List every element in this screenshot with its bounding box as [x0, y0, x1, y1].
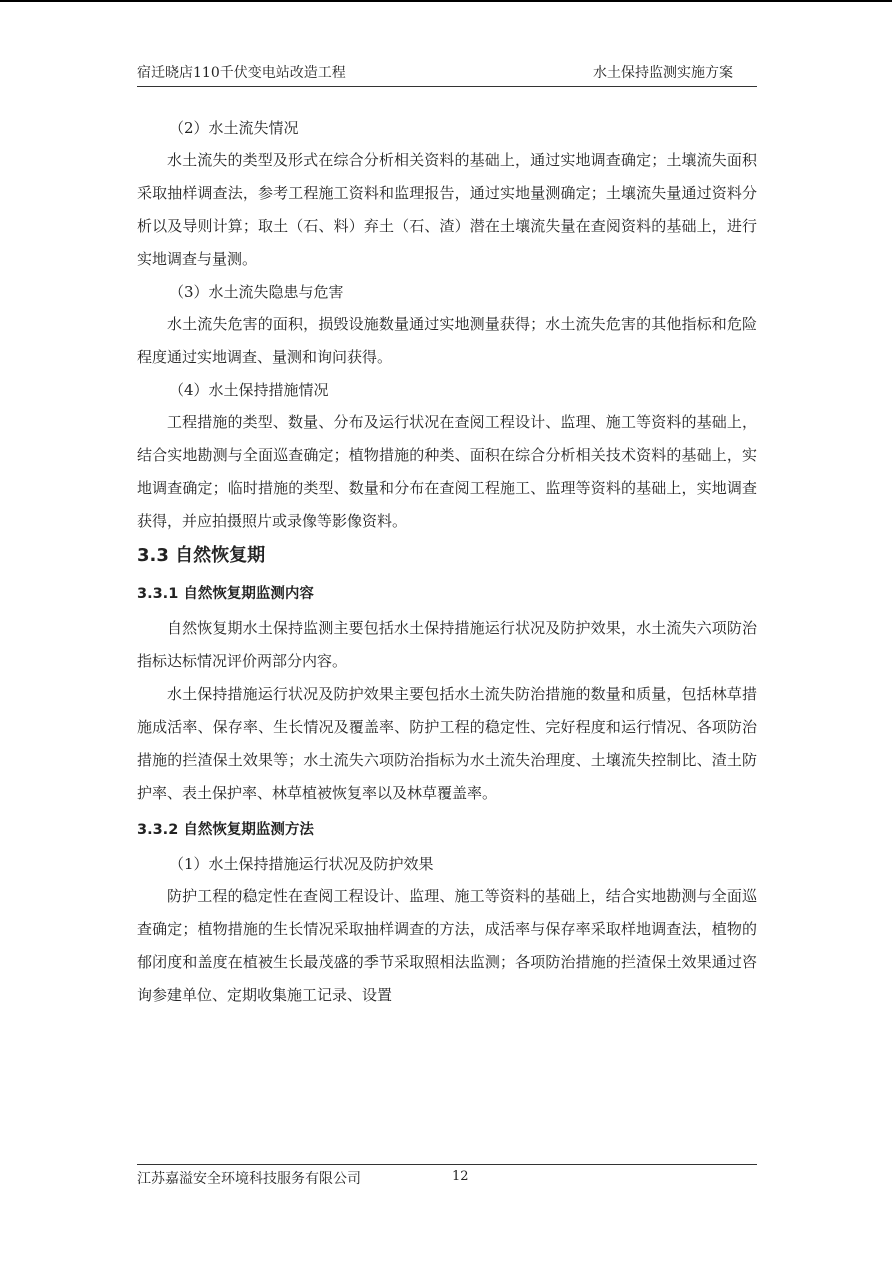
paragraph-erosion-hazard: 水土流失危害的面积，损毁设施数量通过实地测量获得；水土流失危害的其他指标和危险程度通过实地调查、量测和询问获得。: [137, 315, 757, 366]
paragraph-conservation-measures: 工程措施的类型、数量、分布及运行状况在查阅工程设计、监理、施工等资料的基础上，结合实地勘测与全面巡查确定；植物措施的种类、面积在综合分析相关技术资料的基础上，实地调查确定；临时措施的类型、数量和分布在查阅工程施工、监理等资料的基础上，实地调查获得，并应拍摄照片或录像等影像资料。: [137, 413, 757, 530]
paragraph-monitoring-method: 防护工程的稳定性在查阅工程设计、监理、施工等资料的基础上，结合实地勘测与全面巡查确定；植物措施的生长情况采取抽样调查的方法，成活率与保存率采取样地调查法，植物的郁闭度和盖度在植被生长最茂盛的季节采取照相法监测；各项防治措施的拦渣保土效果通过咨询参建单位、定期收集施工记录、设置: [137, 887, 757, 1004]
paragraph-monitoring-content-2: 水土保持措施运行状况及防护效果主要包括水土流失防治措施的数量和质量，包括林草措施成活率、保存率、生长情况及覆盖率、防护工程的稳定性、完好程度和运行情况、各项防治措施的拦渣保土效果等；水土流失六项防治指标为水土流失治理度、土壤流失控制比、渣土防护率、表土保护率、林草植被恢复率以及林草覆盖率。: [137, 685, 757, 802]
section-heading-3-3-2: 3.3.2 自然恢复期监测方法: [137, 822, 314, 838]
header-project-title: 宿迁晓店110千伏变电站改造工程: [137, 65, 346, 81]
section-heading-3-3: 3.3 自然恢复期: [137, 545, 266, 566]
page-content: [137, 112, 757, 1012]
subsection-title-1: （1）水土保持措施运行状况及防护效果: [169, 855, 434, 873]
page-number: 12: [452, 1169, 469, 1184]
top-border: [0, 0, 892, 2]
subsection-title-4: （4）水土保持措施情况: [169, 381, 329, 399]
subsection-title-3: （3）水土流失隐患与危害: [169, 283, 344, 301]
header-document-title: 水土保持监测实施方案: [593, 65, 733, 81]
paragraph-soil-erosion: 水土流失的类型及形式在综合分析相关资料的基础上，通过实地调查确定；土壤流失面积采取抽样调查法，参考工程施工资料和监理报告，通过实地量测确定；土壤流失量通过资料分析以及导则计算；取土（石、料）弃土（石、渣）潜在土壤流失量在查阅资料的基础上，进行实地调查与量测。: [137, 151, 757, 268]
subsection-title-2: （2）水土流失情况: [169, 119, 299, 137]
footer-company: 江苏嘉溢安全环境科技服务有限公司: [137, 1171, 361, 1187]
page-header: [137, 62, 757, 87]
section-heading-3-3-1: 3.3.1 自然恢复期监测内容: [137, 586, 314, 602]
page-footer: [137, 1164, 757, 1193]
paragraph-monitoring-content-1: 自然恢复期水土保持监测主要包括水土保持措施运行状况及防护效果，水土流失六项防治指标达标情况评价两部分内容。: [137, 619, 757, 670]
